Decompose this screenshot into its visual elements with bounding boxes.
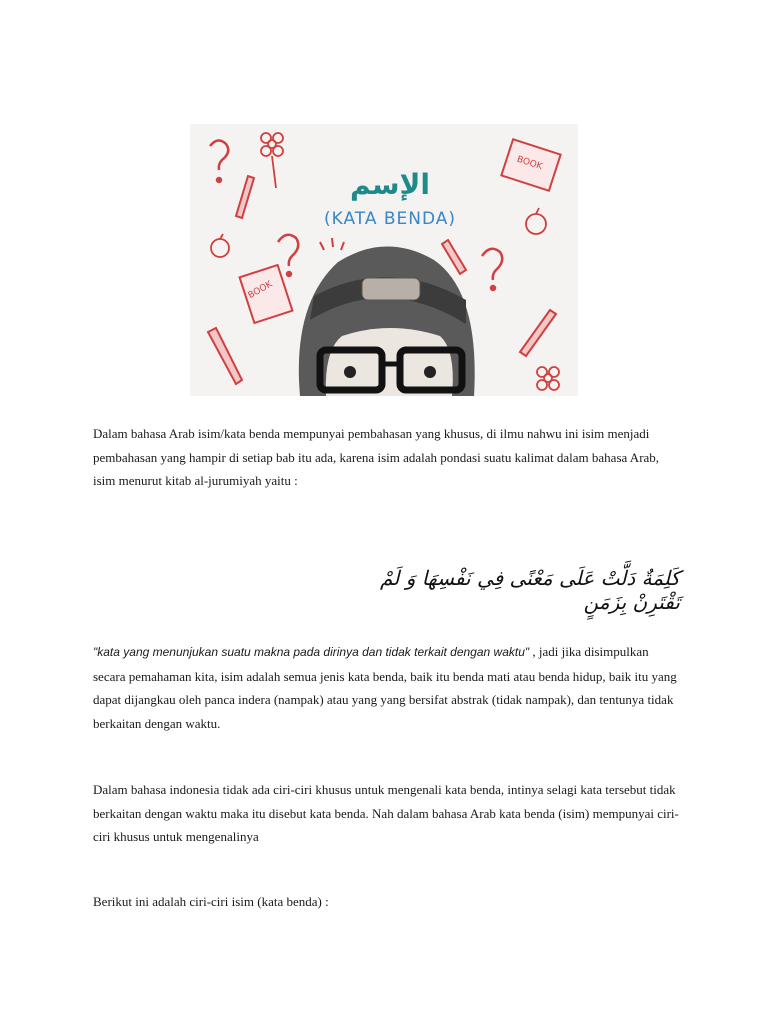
apple-icon — [526, 208, 546, 234]
book-icon — [501, 139, 560, 191]
flower-icon — [537, 367, 559, 390]
apple-icon — [211, 234, 229, 257]
book-label: BOOK — [515, 154, 544, 173]
arabic-definition: كَلِمَةٌ دَلَّتْ عَلَى مَعْنًى فِي نَفْسِهَا وَ لَمْ تَقْتَرِنْ بِزَمَنٍ — [380, 566, 680, 614]
question-mark-icon — [278, 235, 298, 276]
definition-quote: "kata yang menunjukan suatu makna pada dirinya dan tidak terkait dengan waktu" — [93, 645, 530, 659]
definition-explanation: , jadi jika disimpulkan secara pemahaman kita, isim adalah semua jenis kata benda, baik itu benda mati atau benda hidup, baik itu yang dapat dijangkau oleh panca indera (nampak) atau yang yang bersifat abstrak (tidak nampak), dan tentunya tidak berkaitan dengan waktu. — [93, 644, 677, 731]
pencil-icon — [520, 310, 556, 356]
intro-paragraph: Dalam bahasa Arab isim/kata benda mempunyai pembahasan yang khusus, di ilmu nahwu ini isim menjadi pembahasan yang hampir di setiap bab itu ada, karena isim adalah pondasi suatu kalimat dalam bahasa Arab, isim menurut kitab al-jurumiyah yaitu : — [93, 426, 660, 488]
question-mark-icon — [482, 249, 502, 290]
sparkle-icon — [320, 238, 344, 250]
question-mark-icon — [210, 140, 228, 182]
book-label: BOOK — [246, 279, 275, 302]
definition-paragraph — [93, 640, 683, 735]
pencil-icon — [442, 240, 466, 274]
isim-illustration — [190, 124, 578, 396]
flower-icon — [261, 133, 283, 188]
comparison-paragraph: Dalam bahasa indonesia tidak ada ciri-ciri khusus untuk mengenali kata benda, intinya selagi kata tersebut tidak berkaitan dengan waktu maka itu disebut kata benda. Nah dalam bahasa Arab kata benda (isim) mempunyai ciri-ciri khusus untuk mengenalinya — [93, 782, 679, 844]
book-icon — [240, 265, 293, 323]
illustration-title: الإسم — [350, 168, 430, 201]
pencil-icon — [208, 328, 242, 384]
closing-paragraph: Berikut ini adalah ciri-ciri isim (kata benda) : — [93, 894, 329, 909]
illustration-subtitle: (KATA BENDA) — [323, 209, 457, 229]
girl-portrait — [299, 246, 475, 396]
pencil-icon — [236, 176, 254, 218]
